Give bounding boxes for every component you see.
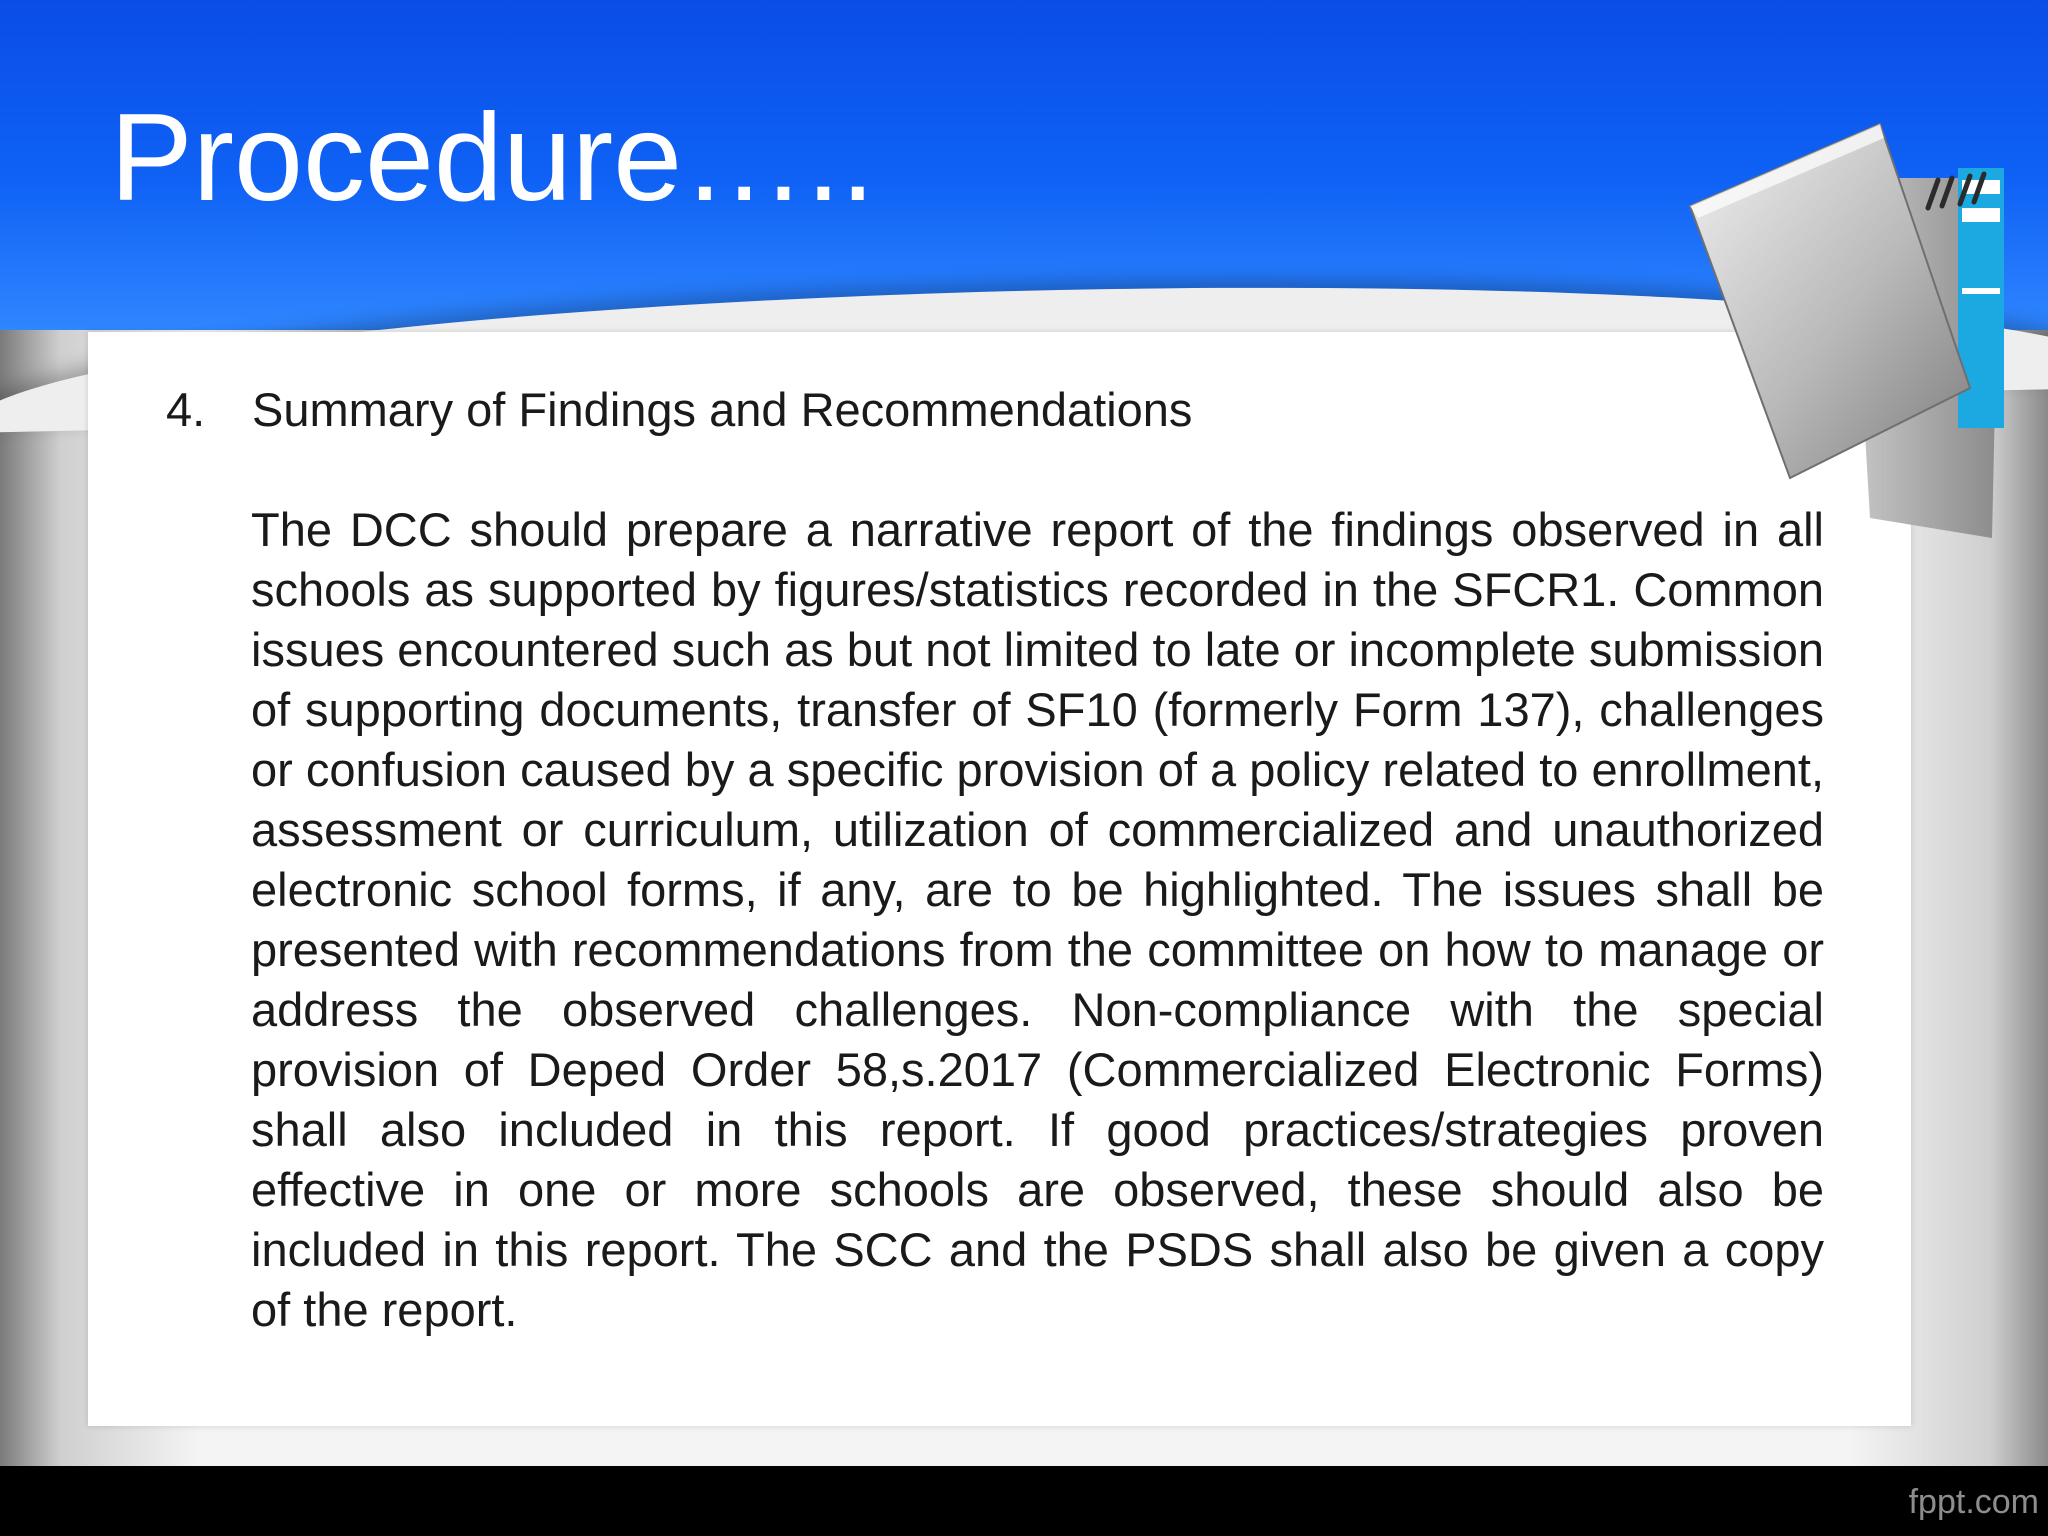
section-heading-text: Summary of Findings and Recommendations bbox=[252, 383, 1193, 436]
section-number: 4. bbox=[166, 383, 206, 436]
footer-brand: fppt.com bbox=[1908, 1483, 2039, 1521]
slide-title: Procedure….. bbox=[110, 89, 876, 227]
section-body: The DCC should prepare a narrative report of the findings observed in all schools as supported by figures/statistics recorded in the SFCR1. Common issues encountered such as but not limited to late or incomplete submission of supporting documents, transfer of SF10 (formerly Form 137), challenges or confusion caused by a specific provision of a policy related to enrollment, assessment or curriculum, utilization of commercialized and unauthorized electronic school forms, if any, are to be highlighted. The issues shall be presented with recommendations from the committee on how to manage or address the observed challenges. Non-compliance with the special provision of Deped Order 58,s.2017 (Commercialized Electronic Forms) shall also included in this report. If good practices/strategies proven effective in one or more schools are observed, these should also be included in this report. The SCC and the PSDS shall also be given a copy of the report. bbox=[251, 503, 1824, 1336]
binder-icon bbox=[1670, 118, 2030, 538]
section-heading bbox=[166, 382, 1666, 438]
footer-bar bbox=[0, 1466, 2048, 1536]
document-excerpt bbox=[88, 332, 1911, 1426]
